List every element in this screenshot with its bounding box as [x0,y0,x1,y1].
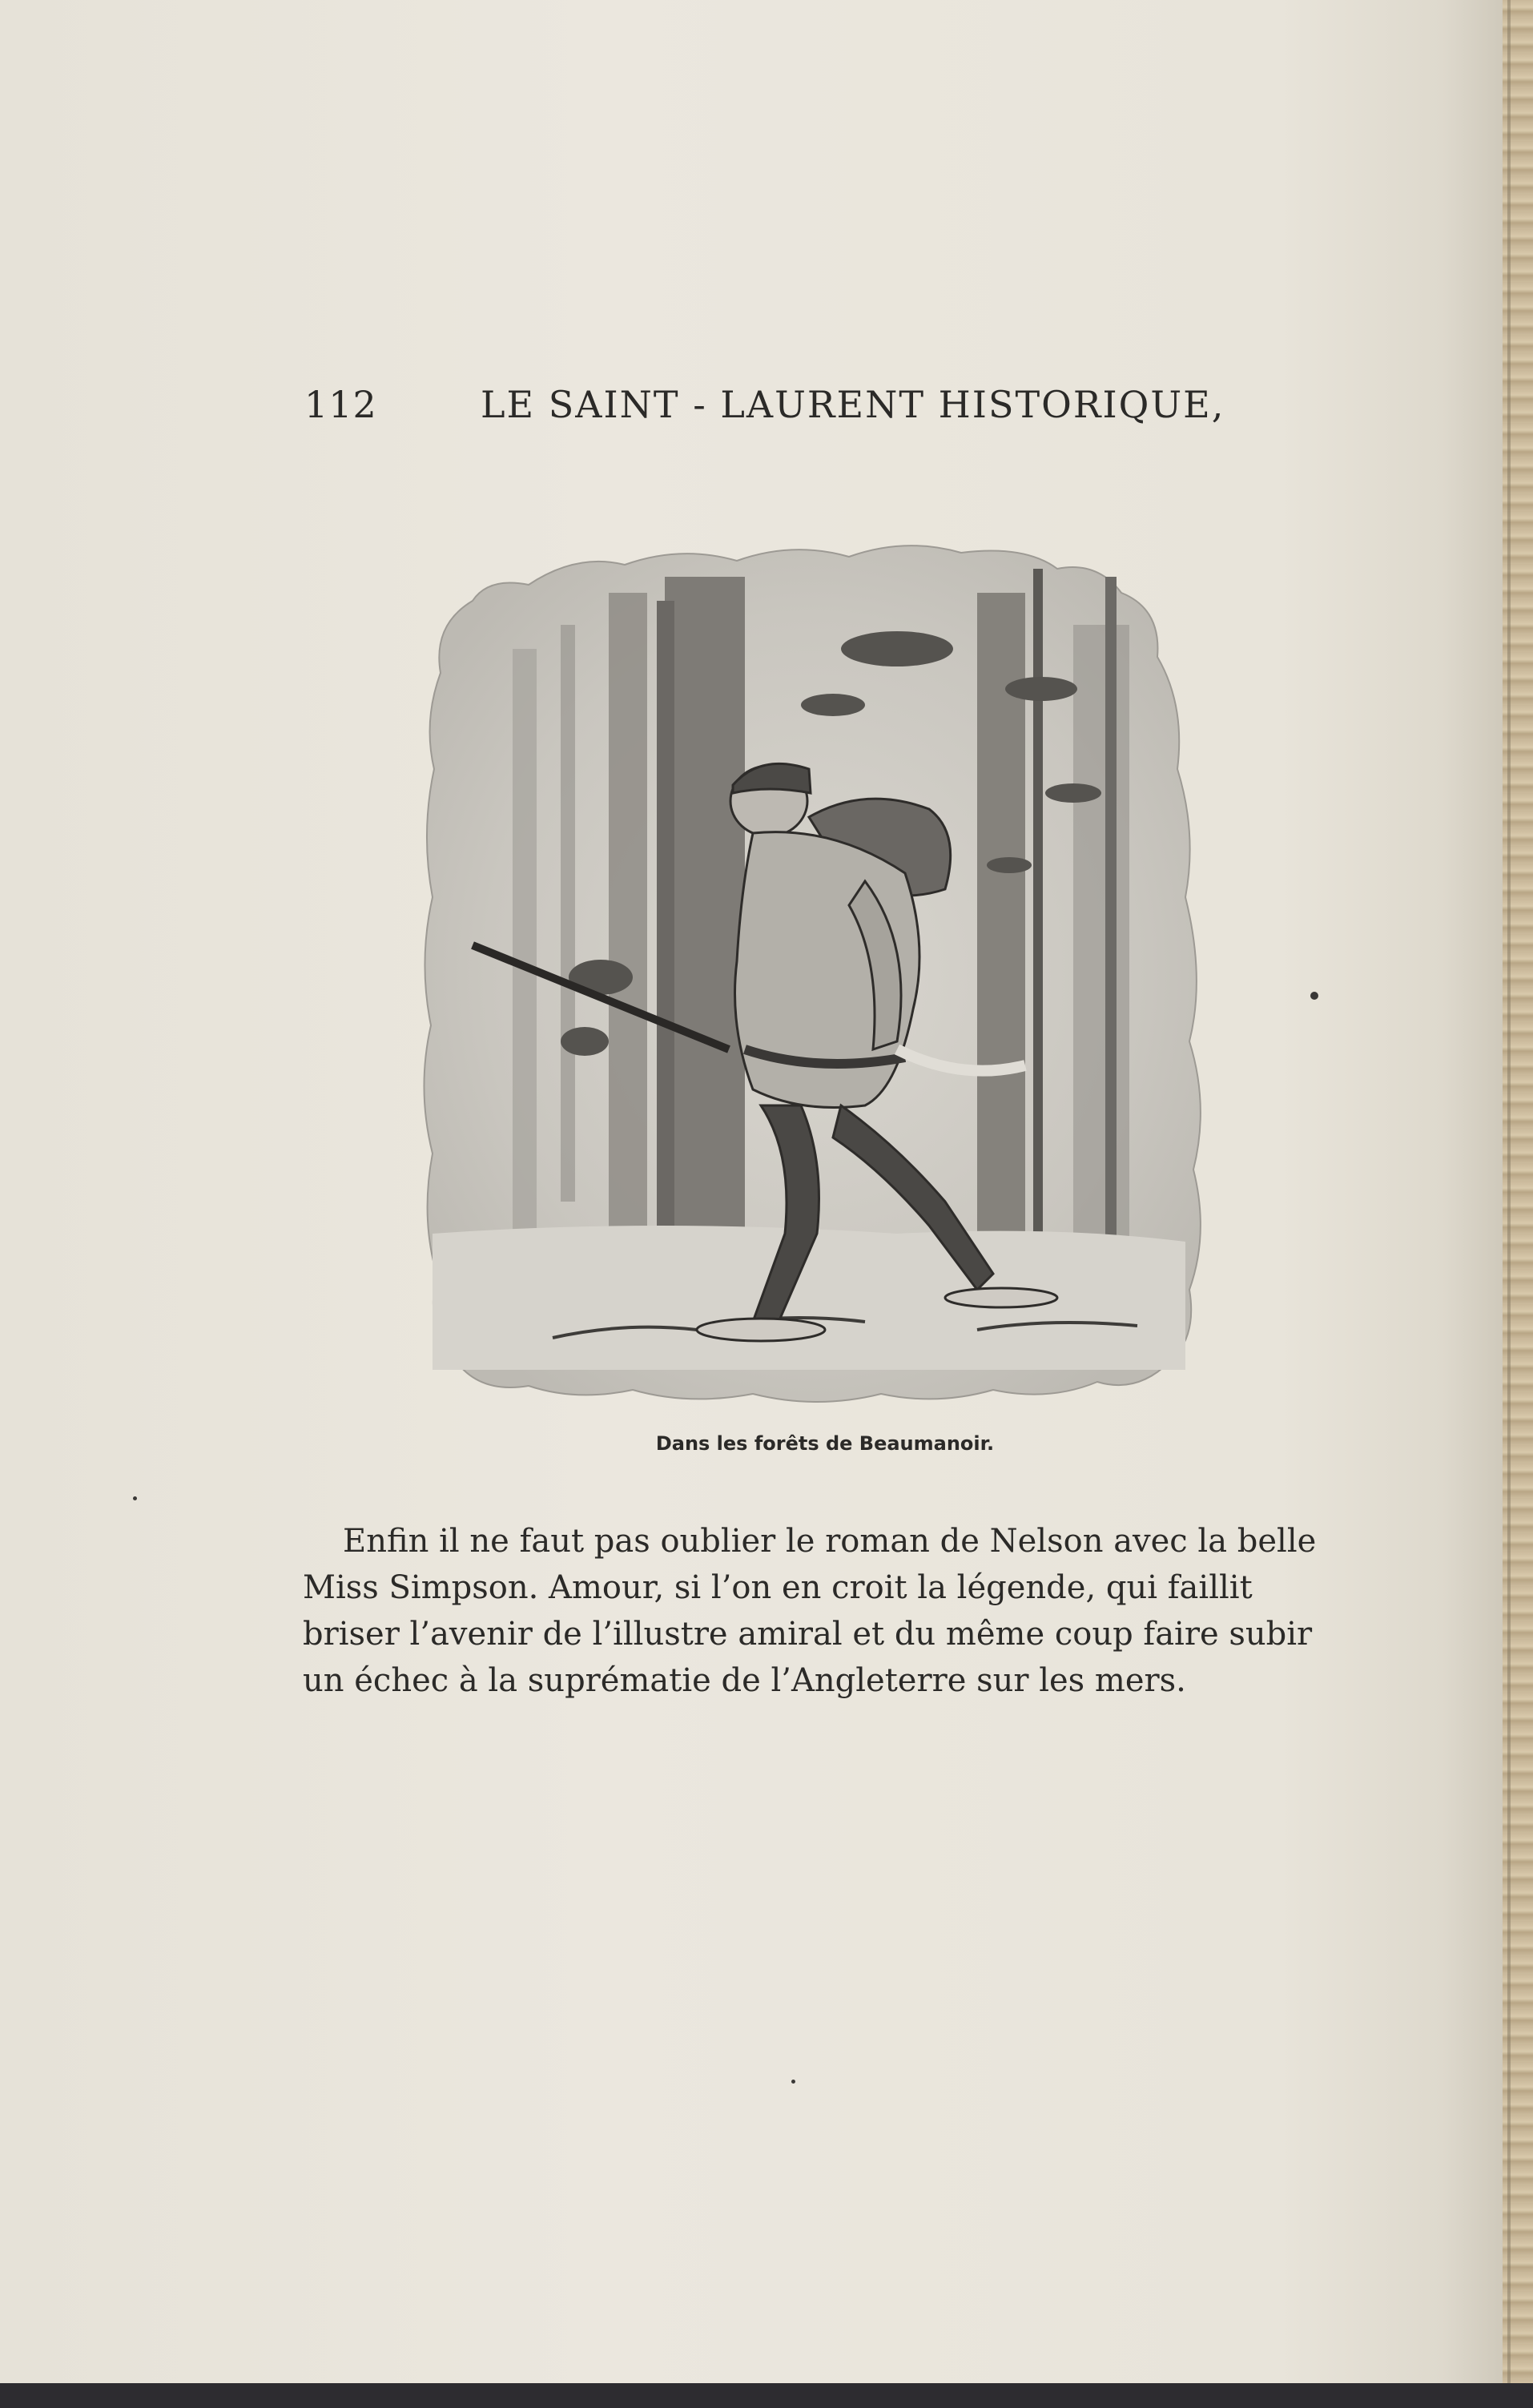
figure-caption: Dans les forêts de Beaumanoir. [655,1432,995,1455]
body-line: briser l’avenir de l’illustre amiral et du même coup faire subir [303,1616,1313,1653]
body-line: Miss Simpson. Amour, si l’on en croit la légende, qui faillit [303,1569,1253,1606]
ink-speck [1310,992,1318,1000]
ink-speck [791,2080,795,2084]
bottom-shadow [0,2383,1533,2408]
illustration-man-running-in-forest [416,529,1233,1418]
body-line: Enfin il ne faut pas oublier le roman de Nelson avec la belle [343,1523,1317,1560]
body-paragraph [303,1518,1360,1704]
running-header [304,383,1225,431]
page-number: 112 [304,383,377,426]
running-title: LE SAINT - LAURENT HISTORIQUE, [481,383,1225,426]
ink-speck [133,1496,137,1500]
body-line: un échec à la suprématie de l’Angleterre sur les mers. [303,1662,1186,1699]
page-edge [1503,0,1533,2408]
